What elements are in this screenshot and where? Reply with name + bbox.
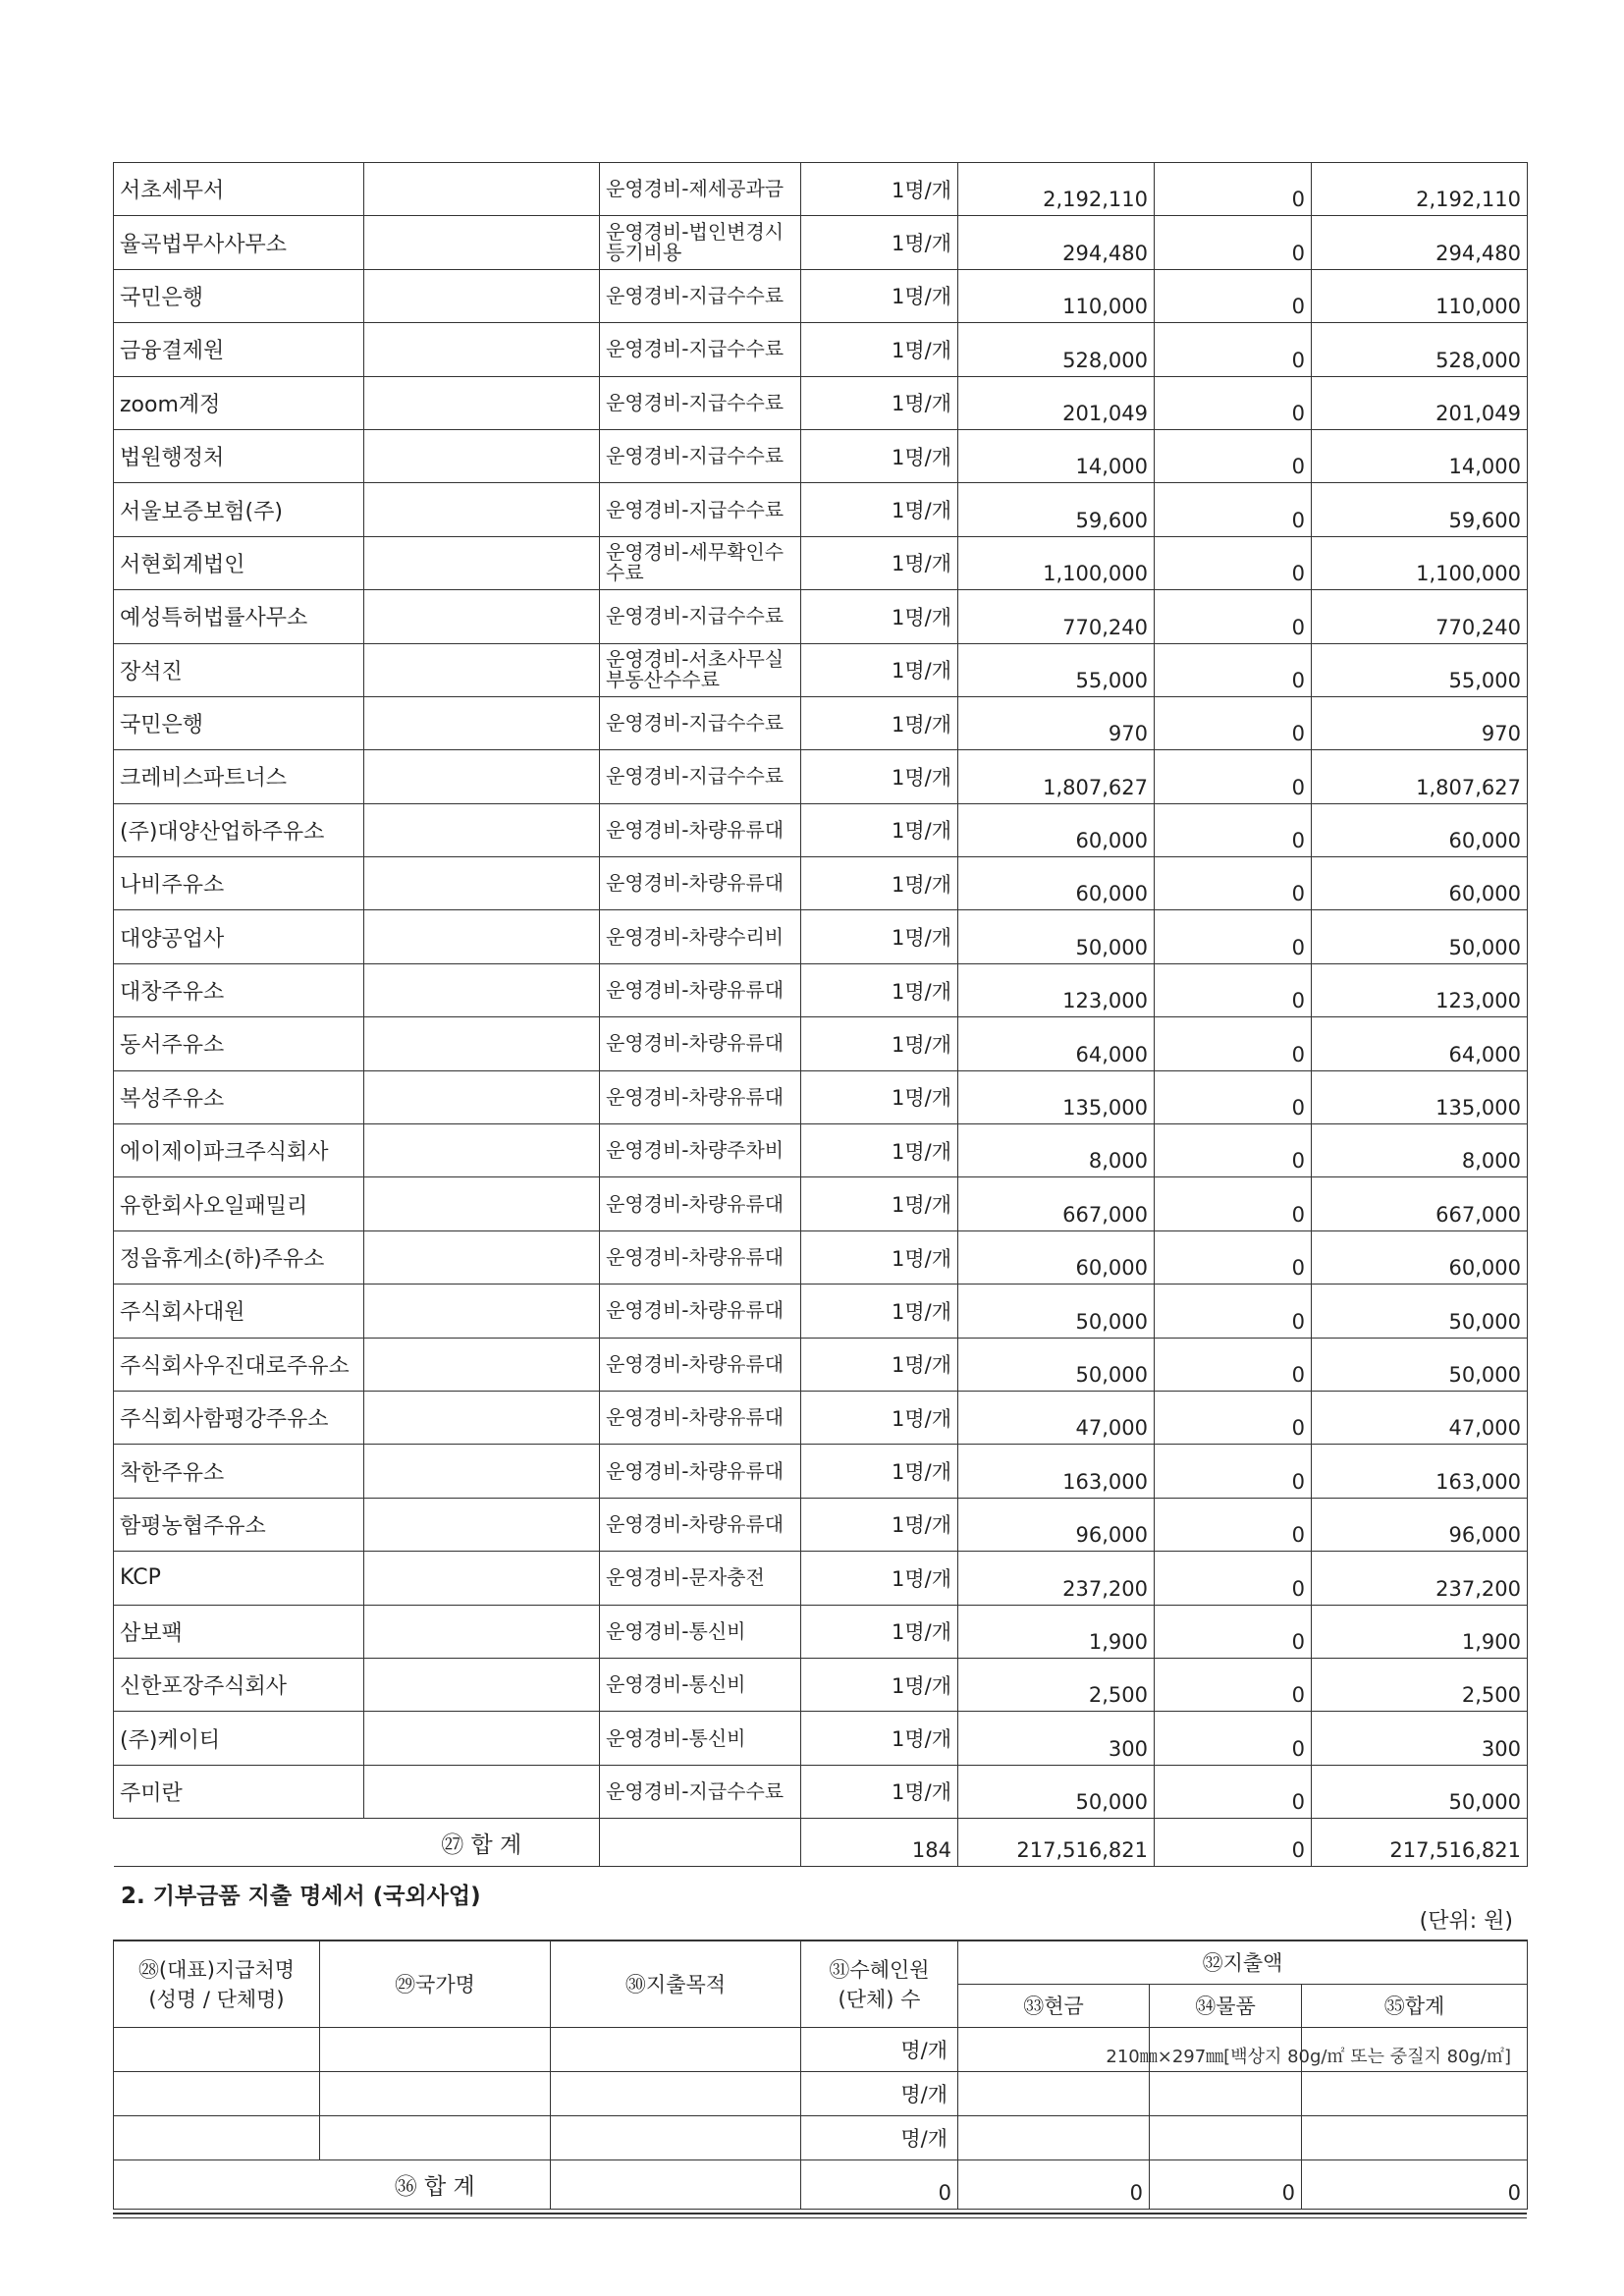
table1-total-row [114,1819,1528,1867]
recipient-name: 예성특허법률사무소 [114,590,364,643]
blank-cell [364,696,600,749]
table-row [114,1177,1528,1230]
count-cell: 1명/개 [801,750,958,803]
recipient-name: 신한포장주식회사 [114,1658,364,1711]
purpose-cell: 운영경비-차량유류대 [600,1338,801,1391]
blank-cell [364,1445,600,1498]
count-cell: 1명/개 [801,590,958,643]
blank-cell [364,1338,600,1391]
total-cell: 1,807,627 [1312,750,1528,803]
count-cell: 1명/개 [801,1177,958,1230]
purpose-cell: 운영경비-지급수수료 [600,429,801,482]
purpose-cell: 운영경비-차량유류대 [600,1070,801,1123]
count-cell: 1명/개 [801,1124,958,1177]
blank-cell [364,216,600,269]
purpose-cell: 운영경비-통신비 [600,1658,801,1711]
total-cell: 201,049 [1312,376,1528,429]
table1-total-cash: 217,516,821 [958,1819,1155,1867]
table-row [114,1070,1528,1123]
total-cell: 1,100,000 [1312,536,1528,589]
purpose-cell: 운영경비-차량주차비 [600,1124,801,1177]
cash-cell: 50,000 [958,1338,1155,1391]
goods-cell: 0 [1155,376,1312,429]
total-cell: 59,600 [1312,483,1528,536]
recipient-name: 주식회사대원 [114,1285,364,1338]
cash-cell: 96,000 [958,1498,1155,1551]
total-cell: 60,000 [1312,1230,1528,1284]
recipient-name: 에이제이파크주식회사 [114,1124,364,1177]
count-cell: 1명/개 [801,1338,958,1391]
purpose-cell: 운영경비-차량유류대 [600,803,801,856]
total-cell: 1,900 [1312,1605,1528,1658]
count-cell: 1명/개 [801,1552,958,1605]
recipient-name: 착한주유소 [114,1445,364,1498]
unit-label: (단위: 원) [1419,1909,1513,1935]
total-cell: 300 [1312,1712,1528,1765]
blank-cell [364,1124,600,1177]
purpose-cell: 운영경비-지급수수료 [600,590,801,643]
blank-cell [364,1230,600,1284]
cash-cell: 201,049 [958,376,1155,429]
purpose-cell: 운영경비-차량수리비 [600,910,801,963]
header-beneficiaries: ㉛수혜인원 (단체) 수 [801,1941,958,2027]
cash-cell: 55,000 [958,643,1155,696]
cash-cell: 300 [958,1712,1155,1765]
goods-cell: 0 [1155,163,1312,216]
count-cell: 명/개 [801,2071,958,2115]
table-row [114,1765,1528,1818]
empty-cell [551,2115,801,2159]
blank-cell [364,376,600,429]
cash-cell: 1,807,627 [958,750,1155,803]
total-cell: 2,500 [1312,1658,1528,1711]
purpose-cell: 운영경비-지급수수료 [600,750,801,803]
table-row [114,1391,1528,1444]
cash-cell: 47,000 [958,1391,1155,1444]
cash-cell: 123,000 [958,963,1155,1016]
count-cell: 1명/개 [801,1712,958,1765]
empty-cell [958,2071,1150,2115]
cash-cell: 770,240 [958,590,1155,643]
count-cell: 1명/개 [801,269,958,322]
goods-cell: 0 [1155,1552,1312,1605]
goods-cell: 0 [1155,536,1312,589]
blank-cell [364,269,600,322]
count-cell: 1명/개 [801,1658,958,1711]
table1-total-goods: 0 [1155,1819,1312,1867]
bottom-rule [113,2213,1527,2218]
recipient-name: 장석진 [114,643,364,696]
count-cell: 1명/개 [801,857,958,910]
count-cell: 1명/개 [801,696,958,749]
recipient-name: 동서주유소 [114,1017,364,1070]
count-cell: 1명/개 [801,643,958,696]
table-row [114,1712,1528,1765]
purpose-cell: 운영경비-지급수수료 [600,696,801,749]
cash-cell: 667,000 [958,1177,1155,1230]
blank-cell [364,163,600,216]
table-row [114,1552,1528,1605]
goods-cell: 0 [1155,857,1312,910]
table-row [114,1017,1528,1070]
blank-cell [364,1552,600,1605]
table-row [114,857,1528,910]
table2-total-label: ㊱ 합 계 [320,2159,551,2209]
purpose-cell: 운영경비-차량유류대 [600,1230,801,1284]
table-row [114,643,1528,696]
table-row [114,1658,1528,1711]
empty-cell [1150,2115,1302,2159]
cash-cell: 110,000 [958,269,1155,322]
domestic-expenditure-table [113,162,1528,1867]
table-row [114,1445,1528,1498]
total-cell: 528,000 [1312,323,1528,376]
goods-cell: 0 [1155,269,1312,322]
recipient-name: 금융결제원 [114,323,364,376]
recipient-name: 대양공업사 [114,910,364,963]
goods-cell: 0 [1155,1230,1312,1284]
cash-cell: 237,200 [958,1552,1155,1605]
header-cash: ㉝현금 [958,1984,1150,2027]
recipient-name: KCP [114,1552,364,1605]
total-cell: 163,000 [1312,1445,1528,1498]
purpose-cell: 운영경비-차량유류대 [600,857,801,910]
table-row [114,483,1528,536]
empty-cell [1150,2071,1302,2115]
recipient-name: 국민은행 [114,696,364,749]
total-cell: 50,000 [1312,910,1528,963]
empty-cell [958,2115,1150,2159]
table-row [114,1124,1528,1177]
table-row [114,216,1528,269]
cash-cell: 163,000 [958,1445,1155,1498]
goods-cell: 0 [1155,429,1312,482]
purpose-cell: 운영경비-차량유류대 [600,963,801,1016]
count-cell: 1명/개 [801,1070,958,1123]
blank-cell [364,1605,600,1658]
goods-cell: 0 [1155,1765,1312,1818]
table-row [114,429,1528,482]
table-row [114,803,1528,856]
recipient-name: 주식회사함평강주유소 [114,1391,364,1444]
empty-cell [114,2115,320,2159]
recipient-name: 주미란 [114,1765,364,1818]
cash-cell: 1,900 [958,1605,1155,1658]
blank-cell [364,643,600,696]
count-cell: 1명/개 [801,1285,958,1338]
count-cell: 1명/개 [801,1230,958,1284]
cash-cell: 50,000 [958,1765,1155,1818]
purpose-cell: 운영경비-제세공과금 [600,163,801,216]
header-sum: ㉟합계 [1302,1984,1528,2027]
table-row [114,696,1528,749]
goods-cell: 0 [1155,963,1312,1016]
table-row [114,1285,1528,1338]
recipient-name: 정읍휴게소(하)주유소 [114,1230,364,1284]
empty-cell [114,2071,320,2115]
blank-cell [364,1765,600,1818]
cash-cell: 1,100,000 [958,536,1155,589]
goods-cell: 0 [1155,323,1312,376]
total-cell: 64,000 [1312,1017,1528,1070]
goods-cell: 0 [1155,483,1312,536]
table1-total-count: 184 [801,1819,958,1867]
total-cell: 50,000 [1312,1338,1528,1391]
empty-cell [551,2071,801,2115]
empty-cell [1302,2115,1528,2159]
count-cell: 1명/개 [801,1765,958,1818]
table-row [114,1230,1528,1284]
goods-cell: 0 [1155,1070,1312,1123]
blank-cell [364,590,600,643]
blank-cell [364,1658,600,1711]
recipient-name: 함평농협주유소 [114,1498,364,1551]
cash-cell: 60,000 [958,1230,1155,1284]
purpose-cell: 운영경비-차량유류대 [600,1445,801,1498]
blank-cell [364,323,600,376]
goods-cell: 0 [1155,1658,1312,1711]
total-cell: 135,000 [1312,1070,1528,1123]
blank-cell [364,1712,600,1765]
table-row [114,750,1528,803]
blank-cell [364,1177,600,1230]
recipient-name: 대창주유소 [114,963,364,1016]
empty-cell [320,2027,551,2071]
cash-cell: 60,000 [958,857,1155,910]
expenditure-document [113,162,1527,2218]
blank-cell [364,1498,600,1551]
blank-cell [364,963,600,1016]
total-cell: 8,000 [1312,1124,1528,1177]
cash-cell: 970 [958,696,1155,749]
blank-cell [364,536,600,589]
total-cell: 110,000 [1312,269,1528,322]
purpose-cell: 운영경비-지급수수료 [600,269,801,322]
purpose-cell: 운영경비-통신비 [600,1712,801,1765]
table-row [114,376,1528,429]
table-row [114,963,1528,1016]
table2-total-row [114,2159,1528,2209]
recipient-name: 국민은행 [114,269,364,322]
table-row [114,269,1528,322]
empty-cell [551,2027,801,2071]
count-cell: 1명/개 [801,1605,958,1658]
goods-cell: 0 [1155,216,1312,269]
goods-cell: 0 [1155,643,1312,696]
count-cell: 1명/개 [801,429,958,482]
count-cell: 1명/개 [801,910,958,963]
goods-cell: 0 [1155,1285,1312,1338]
blank-cell [364,910,600,963]
section2-title: 2. 기부금품 지출 명세서 (국외사업) [121,1884,481,1910]
count-cell: 1명/개 [801,963,958,1016]
cash-cell: 60,000 [958,803,1155,856]
total-cell: 237,200 [1312,1552,1528,1605]
recipient-name: 삼보팩 [114,1605,364,1658]
header-purpose: ㉚지출목적 [551,1941,801,2027]
cash-cell: 528,000 [958,323,1155,376]
paper-spec: 210㎜×297㎜[백상지 80g/㎡ 또는 중질지 80g/㎡] [1106,2047,1511,2067]
recipient-name: (주)대양산업하주유소 [114,803,364,856]
total-cell: 55,000 [1312,643,1528,696]
total-cell: 50,000 [1312,1285,1528,1338]
table1-total-sum: 217,516,821 [1312,1819,1528,1867]
recipient-name: 서현회계법인 [114,536,364,589]
count-cell: 1명/개 [801,323,958,376]
blank-cell [364,1070,600,1123]
count-cell: 1명/개 [801,803,958,856]
blank-cell [364,750,600,803]
table1-total-label: ㉗ 합 계 [364,1819,600,1867]
table-row [114,910,1528,963]
header-goods: ㉞물품 [1150,1984,1302,2027]
total-cell: 667,000 [1312,1177,1528,1230]
recipient-name: 복성주유소 [114,1070,364,1123]
count-cell: 1명/개 [801,536,958,589]
blank-cell [364,1391,600,1444]
goods-cell: 0 [1155,590,1312,643]
count-cell: 1명/개 [801,1445,958,1498]
count-cell: 1명/개 [801,163,958,216]
purpose-cell: 운영경비-서초사무실부동산수수료 [600,643,801,696]
goods-cell: 0 [1155,750,1312,803]
total-cell: 96,000 [1312,1498,1528,1551]
goods-cell: 0 [1155,1177,1312,1230]
blank-cell [364,483,600,536]
cash-cell: 50,000 [958,1285,1155,1338]
total-cell: 294,480 [1312,216,1528,269]
table-row [114,2115,1528,2159]
table-row [114,323,1528,376]
goods-cell: 0 [1155,1391,1312,1444]
purpose-cell: 운영경비-지급수수료 [600,323,801,376]
table-row [114,1498,1528,1551]
cash-cell: 8,000 [958,1124,1155,1177]
header-recipient: ㉘(대표)지급처명 (성명 / 단체명) [114,1941,320,2027]
total-cell: 60,000 [1312,857,1528,910]
goods-cell: 0 [1155,1712,1312,1765]
count-cell: 1명/개 [801,1017,958,1070]
goods-cell: 0 [1155,1605,1312,1658]
goods-cell: 0 [1155,1445,1312,1498]
recipient-name: 법원행정처 [114,429,364,482]
recipient-name: 나비주유소 [114,857,364,910]
table-row [114,1605,1528,1658]
header-country: ㉙국가명 [320,1941,551,2027]
goods-cell: 0 [1155,1338,1312,1391]
table-row [114,1338,1528,1391]
total-cell: 14,000 [1312,429,1528,482]
count-cell: 1명/개 [801,1391,958,1444]
purpose-cell: 운영경비-지급수수료 [600,483,801,536]
cash-cell: 2,192,110 [958,163,1155,216]
goods-cell: 0 [1155,1498,1312,1551]
goods-cell: 0 [1155,803,1312,856]
purpose-cell: 운영경비-차량유류대 [600,1017,801,1070]
recipient-name: 주식회사우진대로주유소 [114,1338,364,1391]
goods-cell: 0 [1155,1124,1312,1177]
recipient-name: 크레비스파트너스 [114,750,364,803]
count-cell: 명/개 [801,2027,958,2071]
blank-cell [364,803,600,856]
purpose-cell: 운영경비-통신비 [600,1605,801,1658]
blank-cell [364,857,600,910]
cash-cell: 2,500 [958,1658,1155,1711]
count-cell: 1명/개 [801,376,958,429]
total-cell: 47,000 [1312,1391,1528,1444]
blank-cell [364,1017,600,1070]
table-row [114,2071,1528,2115]
count-cell: 1명/개 [801,1498,958,1551]
recipient-name: 율곡법무사사무소 [114,216,364,269]
purpose-cell: 운영경비-세무확인수수료 [600,536,801,589]
total-cell: 50,000 [1312,1765,1528,1818]
table2-total-goods: 0 [1150,2159,1302,2209]
count-cell: 1명/개 [801,216,958,269]
table-row [114,590,1528,643]
total-cell: 60,000 [1312,803,1528,856]
empty-cell [1302,2071,1528,2115]
overseas-expenditure-table [113,1940,1528,2210]
recipient-name: zoom계정 [114,376,364,429]
total-cell: 123,000 [1312,963,1528,1016]
recipient-name: 서울보증보험(주) [114,483,364,536]
cash-cell: 294,480 [958,216,1155,269]
blank-cell [364,429,600,482]
table2-total-sum: 0 [1302,2159,1528,2209]
empty-cell [320,2115,551,2159]
purpose-cell: 운영경비-지급수수료 [600,1765,801,1818]
recipient-name: 유한회사오일패밀리 [114,1177,364,1230]
purpose-cell: 운영경비-차량유류대 [600,1285,801,1338]
purpose-cell: 운영경비-차량유류대 [600,1177,801,1230]
purpose-cell: 운영경비-문자충전 [600,1552,801,1605]
purpose-cell: 운영경비-차량유류대 [600,1498,801,1551]
count-cell: 1명/개 [801,483,958,536]
goods-cell: 0 [1155,910,1312,963]
cash-cell: 64,000 [958,1017,1155,1070]
recipient-name: 서초세무서 [114,163,364,216]
purpose-cell: 운영경비-지급수수료 [600,376,801,429]
cash-cell: 14,000 [958,429,1155,482]
cash-cell: 135,000 [958,1070,1155,1123]
empty-cell [320,2071,551,2115]
header-spending: ㉜지출액 [958,1941,1528,1984]
goods-cell: 0 [1155,1017,1312,1070]
total-cell: 770,240 [1312,590,1528,643]
count-cell: 명/개 [801,2115,958,2159]
table-row [114,163,1528,216]
total-cell: 970 [1312,696,1528,749]
goods-cell: 0 [1155,696,1312,749]
table2-total-count: 0 [801,2159,958,2209]
purpose-cell: 운영경비-차량유류대 [600,1391,801,1444]
total-cell: 2,192,110 [1312,163,1528,216]
empty-cell [114,2027,320,2071]
cash-cell: 50,000 [958,910,1155,963]
blank-cell [364,1285,600,1338]
section2-heading [121,1879,1527,1935]
table-row [114,536,1528,589]
purpose-cell: 운영경비-법인변경시 등기비용 [600,216,801,269]
cash-cell: 59,600 [958,483,1155,536]
table2-total-cash: 0 [958,2159,1150,2209]
recipient-name: (주)케이티 [114,1712,364,1765]
